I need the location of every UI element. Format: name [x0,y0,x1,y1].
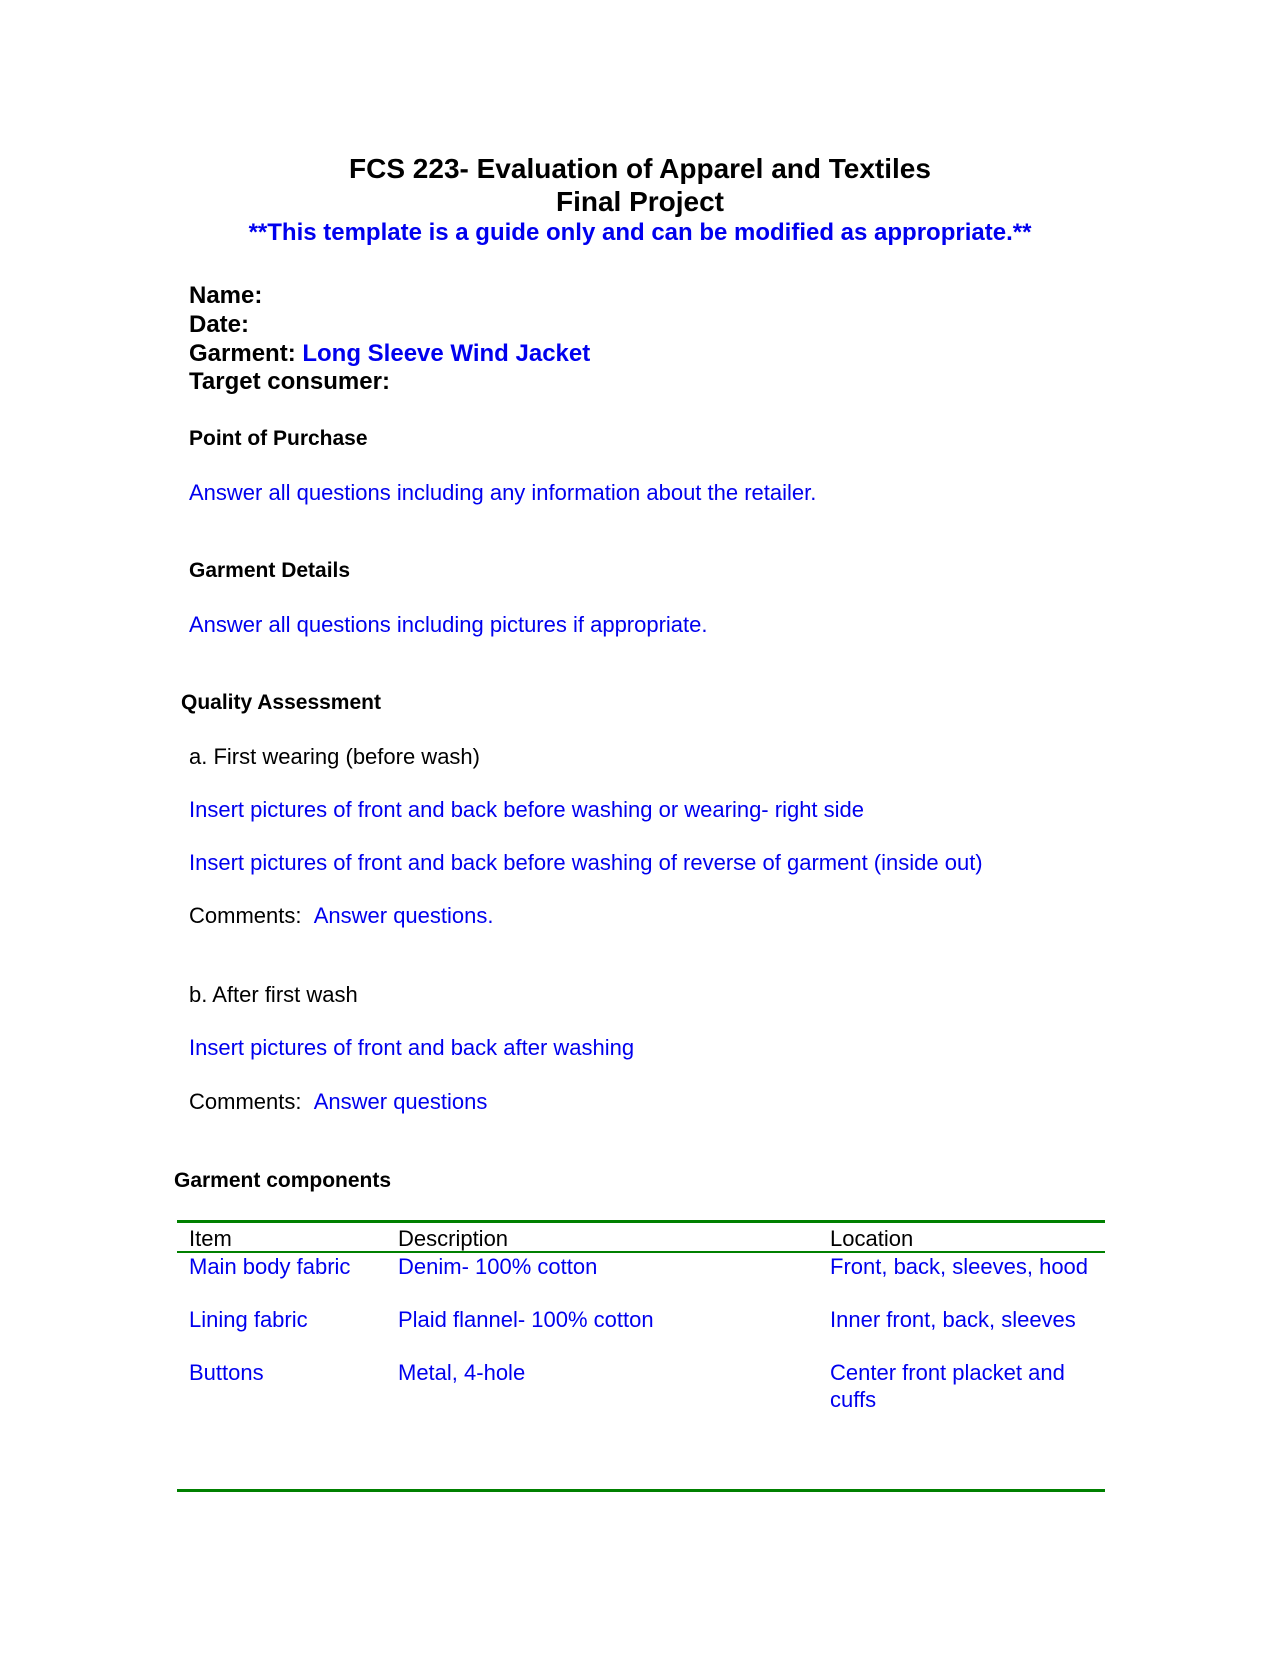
row-description: Metal, 4-hole [398,1360,526,1385]
garment-components-heading: Garment components [174,1169,392,1192]
row-item: Buttons [189,1360,264,1385]
first-wearing-pictures-inside-out: Insert pictures of front and back before washing of reverse of garment (inside out) [189,850,983,875]
document-subtitle: Final Project [555,186,725,217]
garment-field [189,339,590,368]
row-description: Denim- 100% cotton [398,1254,598,1279]
document-title: FCS 223- Evaluation of Apparel and Textiles [349,153,931,184]
column-header-location: Location [830,1226,914,1251]
template-note: **This template is a guide only and can be modified as appropriate.** [248,219,1032,246]
table-top-rule [177,1220,1105,1223]
first-wearing-comments [189,902,493,929]
target-consumer-label: Target consumer: [189,368,390,395]
name-field [189,281,262,310]
first-wearing-pictures-right-side: Insert pictures of front and back before washing or wearing- right side [189,797,865,822]
garment-details-text: Answer all questions including pictures if appropriate. [189,612,708,637]
after-wash-comments [189,1088,487,1115]
row-description: Plaid flannel- 100% cotton [398,1307,654,1332]
garment-label: Garment: [189,340,296,367]
column-header-item: Item [189,1226,232,1251]
point-of-purchase-heading: Point of Purchase [189,427,368,450]
comments-label: Comments: [189,1089,302,1114]
after-wash-pictures: Insert pictures of front and back after washing [189,1035,635,1060]
quality-assessment-heading: Quality Assessment [181,691,381,714]
name-label: Name: [189,282,263,309]
comments-value: Answer questions [313,1089,488,1114]
point-of-purchase-text: Answer all questions including any information about the retailer. [189,480,817,505]
garment-details-heading: Garment Details [189,559,351,582]
row-location: Inner front, back, sleeves [830,1307,1076,1332]
row-location: Front, back, sleeves, hood [830,1254,1089,1279]
target-consumer-field [189,367,390,396]
date-field [189,310,249,339]
date-label: Date: [189,311,250,338]
row-location: Center front placket and cuffs [830,1360,1065,1412]
row-item: Main body fabric [189,1254,351,1279]
garment-value: Long Sleeve Wind Jacket [302,340,591,367]
comments-value: Answer questions. [313,903,494,928]
row-item: Lining fabric [189,1307,308,1332]
table-bottom-rule [177,1489,1105,1492]
first-wearing-label: a. First wearing (before wash) [189,744,480,769]
comments-label: Comments: [189,903,302,928]
after-first-wash-label: b. After first wash [189,982,358,1007]
column-header-description: Description [398,1226,509,1251]
